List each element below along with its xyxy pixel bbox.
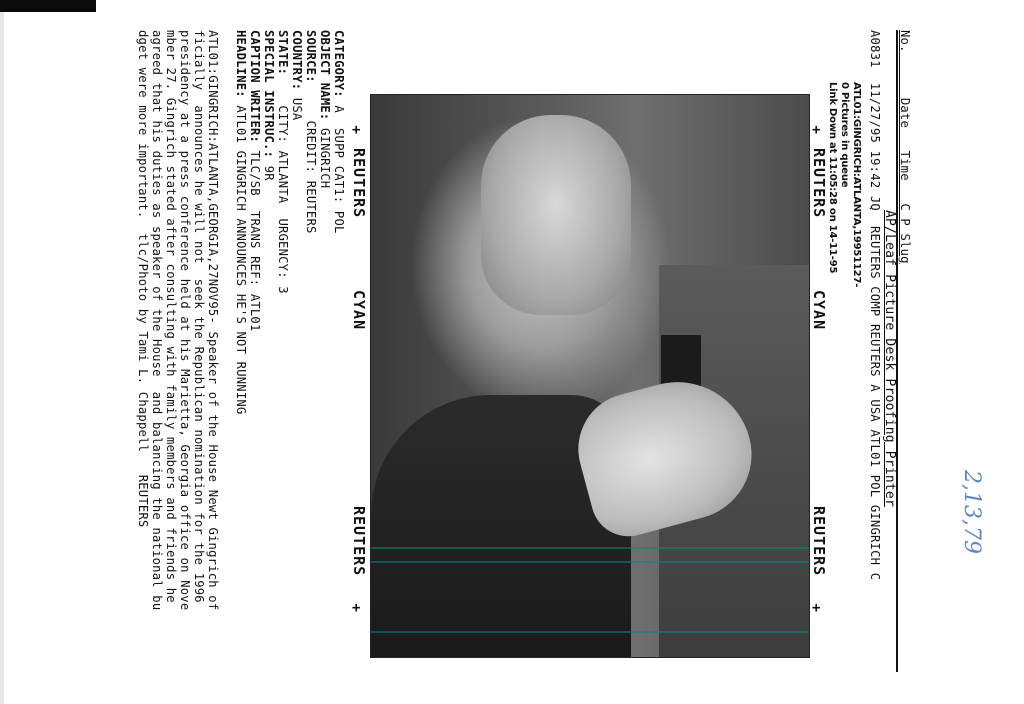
cyan-mark: CYAN bbox=[810, 290, 828, 331]
field-country: COUNTRY: USA bbox=[290, 30, 304, 121]
reuters-mark: REUTERS bbox=[350, 148, 368, 219]
registration-plus: + bbox=[812, 600, 821, 616]
caption-line: mber 27. Gingrich stated after consulting with family members and friends he bbox=[164, 30, 178, 603]
field-headline: HEADLINE: ATL01 GINGRICH ANNOUNCES HE'S NOT RUNNING bbox=[234, 30, 248, 415]
sheet-title: AP/Leaf Picture Desk Proofing Printer bbox=[882, 210, 897, 507]
record-line: A0831 11/27/95 19:42 JQ REUTERS COMP REUTERS A USA ATL01 POL GINGRICH C bbox=[868, 30, 882, 581]
caption-line: dget were more important. tlc/Photo by Tami L. Chappell REUTERS bbox=[136, 30, 150, 528]
field-category: CATEGORY: A SUPP CAT1: POL bbox=[332, 30, 346, 234]
caption-line: ATL01:GINGRICH:ATLANTA,GEORGIA,27NOV95- Speaker of the House Newt Gingrich of bbox=[206, 30, 220, 611]
field-object-name: OBJECT NAME: GINGRICH bbox=[318, 30, 332, 189]
queue-line: ATL01:GINGRICH:ATLANTA,19951127- bbox=[851, 82, 862, 288]
field-caption-writer: CAPTION WRITER: TLC/SB TRANS REF: ATL01 bbox=[248, 30, 262, 332]
handwritten-note: 2,13,79 bbox=[959, 470, 984, 554]
column-headers: No. Date Time C P Slug bbox=[898, 30, 912, 264]
registration-plus: + bbox=[812, 122, 821, 138]
caption-line: presidency at a press conference held at his Marietta, Georgia office on Nove bbox=[178, 30, 192, 611]
reuters-mark: REUTERS bbox=[810, 148, 828, 219]
reuters-mark: REUTERS bbox=[810, 506, 828, 577]
queue-line: 0 Pictures in queue bbox=[839, 82, 850, 188]
cyan-mark: CYAN bbox=[350, 290, 368, 331]
registration-plus: + bbox=[352, 122, 361, 138]
caption-line: agreed that his duties as speaker of the House and balancing the national bu bbox=[150, 30, 164, 611]
field-state: STATE: CITY: ATLANTA URGENCY: 3 bbox=[276, 30, 290, 294]
reuters-mark: REUTERS bbox=[350, 506, 368, 577]
field-source: SOURCE: CREDIT: REUTERS bbox=[304, 30, 318, 234]
caption-line: ficially announces he will not seek the Republican nomination for the 1996 bbox=[192, 30, 206, 603]
registration-plus: + bbox=[352, 600, 361, 616]
metadata-block bbox=[0, 30, 346, 690]
field-special-instruc: SPECIAL INSTRUC.: 9R bbox=[262, 30, 276, 181]
scan-border bbox=[0, 0, 96, 12]
queue-line: Link Down at 11:05:28 on 14-11-95 bbox=[827, 82, 838, 274]
header-rule bbox=[897, 30, 899, 672]
